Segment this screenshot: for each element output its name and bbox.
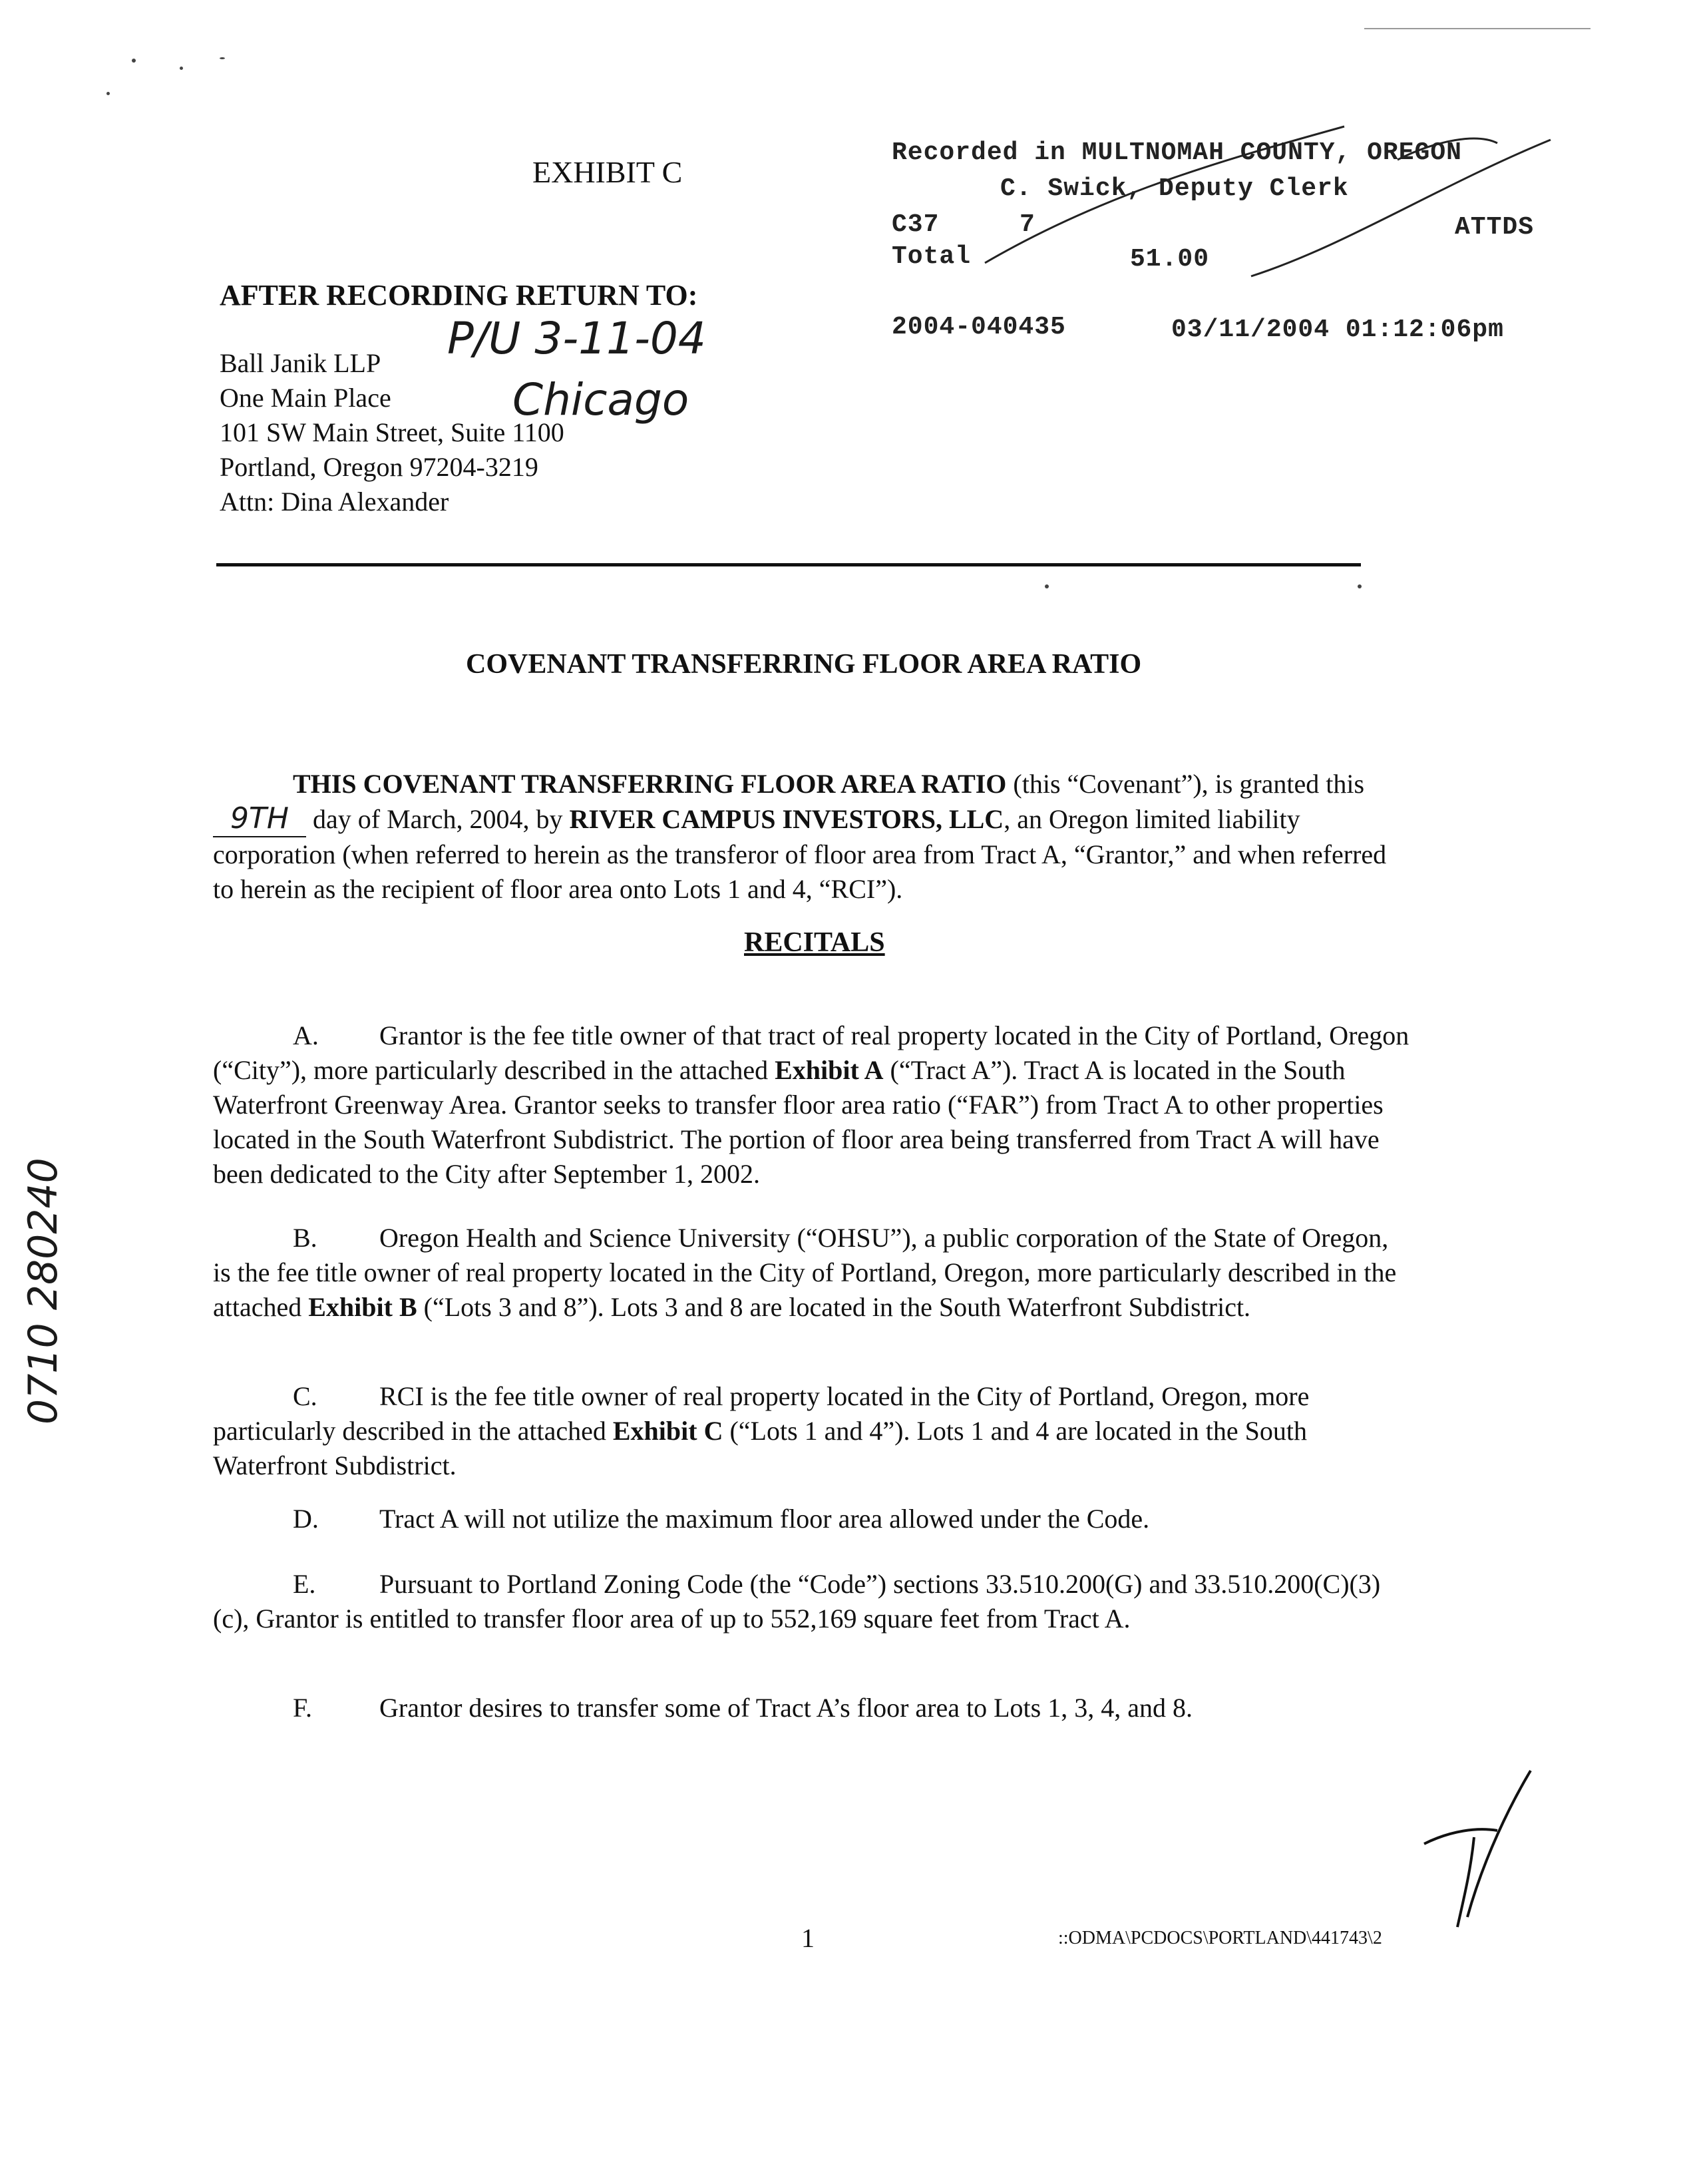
intro-text: day of March, 2004, by bbox=[306, 804, 570, 834]
return-address-line: One Main Place bbox=[220, 383, 391, 413]
return-address-line: 101 SW Main Street, Suite 1100 bbox=[220, 417, 564, 447]
recital-text: (“Lots 1 and 4”). Lots 1 and 4 are located in the South Waterfront Subdistrict. bbox=[213, 1416, 1307, 1480]
recital-exhibit-ref: Exhibit C bbox=[612, 1416, 723, 1446]
stamp-doc-type: ATTDS bbox=[1455, 213, 1535, 242]
scan-speck bbox=[1358, 584, 1362, 588]
stamp-recorded-in: Recorded in MULTNOMAH COUNTY, OREGON bbox=[892, 138, 1462, 167]
recital-text: (“Tract A”). Tract A is located in the South Waterfront Greenway Area. Grantor seeks to transfer floor area ratio (“FAR”) from Tract A to other properties located in the South Waterfront Subdistrict. The portion of floor area being transferred from Tract A will have been dedicated to the City after September 1, 2002. bbox=[213, 1055, 1384, 1189]
return-to-heading: AFTER RECORDING RETURN TO: bbox=[220, 279, 698, 312]
recital-text: Grantor is the fee title owner of that tract of real property located in the City of Portland, Oregon (“City”), more particularly described in the attached bbox=[213, 1020, 1409, 1085]
recital-d bbox=[213, 1502, 1411, 1536]
intro-lead: THIS COVENANT TRANSFERRING FLOOR AREA RATIO bbox=[293, 769, 1007, 799]
scan-speck bbox=[180, 67, 183, 70]
stamp-recorded-datetime: 03/11/2004 01:12:06pm bbox=[1171, 316, 1504, 344]
stamp-document-number: 2004-040435 bbox=[892, 313, 1066, 341]
recital-e bbox=[213, 1567, 1411, 1636]
recital-b bbox=[213, 1221, 1411, 1325]
handwritten-margin-number: 0710 280240 bbox=[20, 1158, 67, 1424]
stamp-total-amount: 51.00 bbox=[1130, 245, 1210, 274]
recital-text: Grantor desires to transfer some of Tract A’s floor area to Lots 1, 3, 4, and 8. bbox=[379, 1693, 1193, 1723]
handwritten-initial-mark bbox=[1411, 1764, 1544, 1937]
recital-letter: C. bbox=[293, 1381, 317, 1411]
handwritten-day-fill: 9TH bbox=[213, 801, 306, 837]
recital-text: Oregon Health and Science University (“OHSU”), a public corporation of the State of Oregon, is the fee title owner of real property located in the City of Portland, Oregon, more particularly described in the attached bbox=[213, 1223, 1397, 1322]
recital-a bbox=[213, 1018, 1411, 1192]
scan-speck bbox=[1045, 584, 1049, 588]
recital-f bbox=[213, 1691, 1411, 1725]
intro-paragraph bbox=[213, 767, 1411, 907]
stamp-total-label: Total bbox=[892, 242, 972, 271]
scan-speck bbox=[132, 59, 136, 63]
return-address bbox=[220, 346, 564, 519]
recital-exhibit-ref: Exhibit A bbox=[775, 1055, 884, 1085]
handwritten-city-note: Chicago bbox=[512, 374, 689, 425]
intro-text: , an Oregon limited liability corporation (when referred to herein as the transferor of floor area from Tract A, “Grantor,” and when referred to herein as the recipient of floor area onto Lots 1 and 4, “RCI”). bbox=[213, 804, 1387, 904]
recitals-heading: RECITALS bbox=[744, 927, 885, 958]
return-address-line: Attn: Dina Alexander bbox=[220, 487, 449, 517]
scan-edge-line bbox=[1364, 28, 1591, 29]
recital-letter: A. bbox=[293, 1020, 319, 1050]
recital-text: Tract A will not utilize the maximum floor area allowed under the Code. bbox=[379, 1504, 1150, 1534]
stamp-deputy-clerk: C. Swick, Deputy Clerk bbox=[1000, 174, 1349, 203]
recital-letter: E. bbox=[293, 1569, 316, 1599]
scan-speck bbox=[106, 92, 110, 95]
intro-party: RIVER CAMPUS INVESTORS, LLC bbox=[569, 804, 1004, 834]
page-number: 1 bbox=[801, 1923, 815, 1953]
recital-exhibit-ref: Exhibit B bbox=[308, 1292, 417, 1322]
scan-speck bbox=[220, 57, 225, 59]
handwritten-pickup-note: P/U 3-11-04 bbox=[447, 313, 706, 364]
recital-letter: F. bbox=[293, 1693, 313, 1723]
return-address-line: Ball Janik LLP bbox=[220, 348, 381, 378]
recital-text: Pursuant to Portland Zoning Code (the “Code”) sections 33.510.200(G) and 33.510.200(C)(3)(c), Grantor is entitled to transfer floor area of up to 552,169 square feet from Tract A. bbox=[213, 1569, 1381, 1634]
exhibit-label: EXHIBIT C bbox=[532, 155, 683, 189]
recital-letter: B. bbox=[293, 1223, 317, 1253]
recital-letter: D. bbox=[293, 1504, 319, 1534]
separator-rule bbox=[216, 563, 1361, 566]
document-path: ::ODMA\PCDOCS\PORTLAND\441743\2 bbox=[1058, 1928, 1382, 1948]
recital-c bbox=[213, 1379, 1411, 1483]
stamp-count: 7 bbox=[1020, 210, 1035, 239]
recital-text: (“Lots 3 and 8”). Lots 3 and 8 are located in the South Waterfront Subdistrict. bbox=[417, 1292, 1251, 1322]
stamp-code: C37 bbox=[892, 210, 940, 239]
return-address-line: Portland, Oregon 97204-3219 bbox=[220, 452, 538, 482]
stamp-strike-lines bbox=[972, 113, 1557, 286]
intro-text: (this “Covenant”), is granted this bbox=[1006, 769, 1365, 799]
document-title: COVENANT TRANSFERRING FLOOR AREA RATIO bbox=[466, 649, 1142, 680]
recital-text: RCI is the fee title owner of real property located in the City of Portland, Oregon, more particularly described in the attached bbox=[213, 1381, 1310, 1446]
